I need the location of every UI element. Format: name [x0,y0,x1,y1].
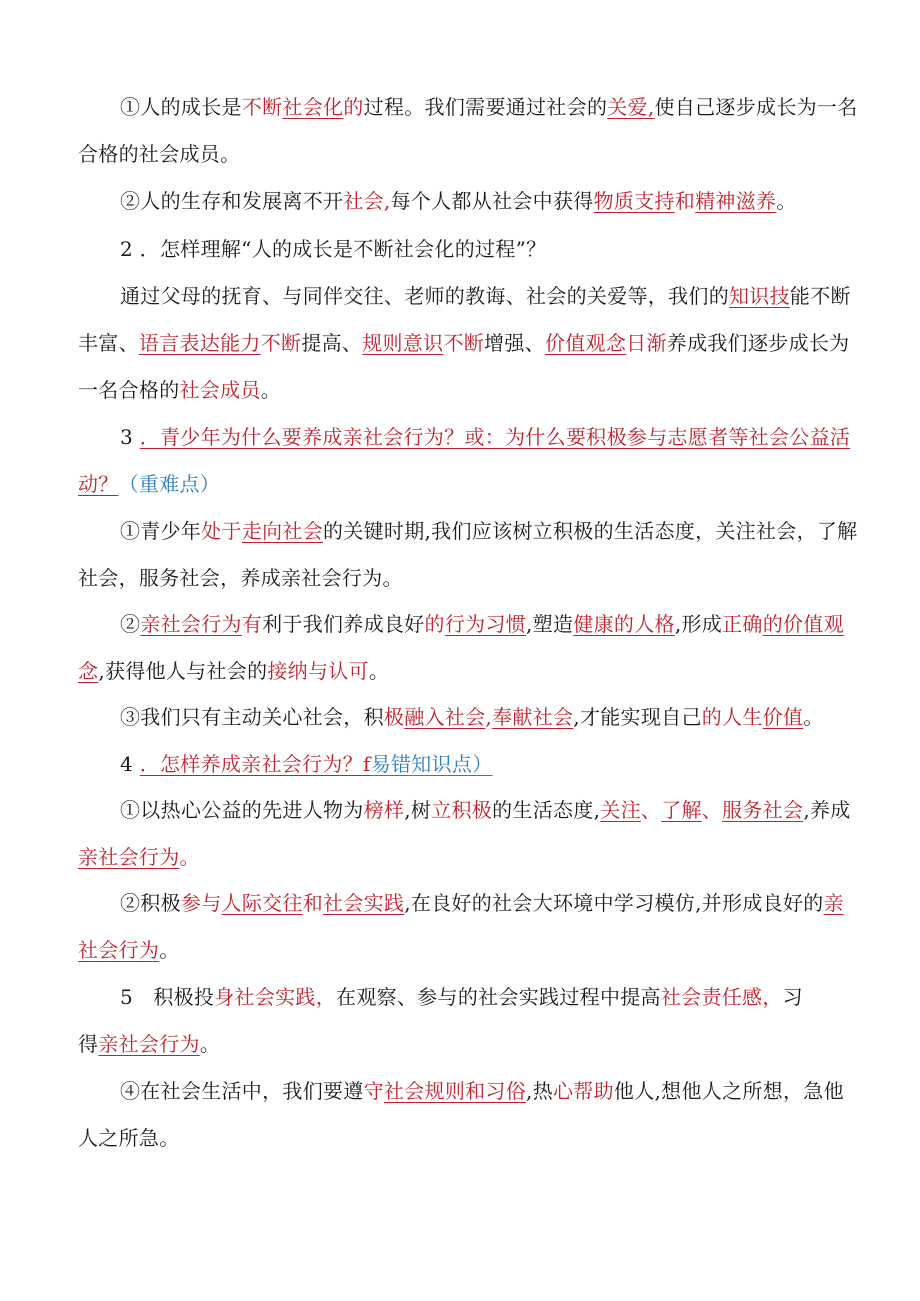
body-text: ①以热心公益的先进人物为 [120,798,364,822]
paragraph-follow-rules [78,1068,846,1162]
body-text: 利于我们养成良好 [262,612,425,636]
text-line [78,508,858,555]
highlight-text: 亲社会行为 [78,845,180,869]
highlight-text: 语言表达能力 [138,331,261,355]
highlight-text: 不断 [241,95,283,119]
highlight-text: 社会行为 [78,938,160,962]
highlight-text: 健康的人格 [573,612,675,636]
text-line [78,273,851,320]
highlight-text: 规则意识 [362,331,444,355]
body-text: 。 [159,938,180,962]
paragraph-item-5 [78,974,846,1068]
text-line [78,131,846,178]
body-text: 得 [78,1032,99,1056]
question-3-heading [78,414,851,508]
highlight-text: 的 [343,95,364,119]
body-text: ①人的成长是 [120,95,242,119]
body-text: ,才能实现自己 [573,705,702,729]
highlight-text: 的价值观 [762,612,844,636]
highlight-text: 社会责任感， [660,985,783,1009]
body-text: 一名合格的 [78,378,180,402]
highlight-text: 亲 [823,891,844,915]
highlight-text: ．怎样养成亲社会行为？f [139,752,371,776]
paragraph-prosocial-benefits [78,601,846,695]
text-line [78,927,846,974]
body-text: 在观察、参与的社会实践过程中提高 [336,985,661,1009]
highlight-text: 不断 [443,331,485,355]
body-text: ,树 [404,798,432,822]
text-line [78,1021,846,1068]
body-text: 丰富、 [78,331,139,355]
highlight-text: 的人生 [701,705,763,729]
body-text: 3 [120,425,140,449]
text-line [78,226,846,273]
body-text: ,养成 [803,798,851,822]
text-line [78,880,846,927]
highlight-text: 价值 [762,705,804,729]
body-text: ,在良好的社会大环境中学习模仿,并形成良好的 [404,891,824,915]
text-line [78,974,846,1021]
body-text: 能不断 [789,284,851,308]
text-line [78,178,846,225]
body-text: 通过父母的抚育、与同伴交往、老师的教诲、社会的关爱等，我们的 [120,284,729,308]
text-line [78,601,846,648]
text-line [78,834,846,881]
text-line [78,555,846,602]
highlight-text: 走向社会 [241,519,324,543]
highlight-text: 物质支持 [593,189,675,213]
body-text: 的关键时期,我们应该树立积极的生活态度，关注社会，了解 [323,519,858,543]
highlight-text: 守 [363,1079,384,1103]
highlight-text: 行为习惯 [444,612,527,636]
highlight-text: ．青少年为什么要养成亲社会行为？或：为什么要积极参与志愿者等社会公益活 [139,425,851,449]
highlight-text: 榜样 [363,798,405,822]
body-text: 。 [199,1032,221,1056]
question-2-heading [78,226,846,273]
body-text: ,获得他人与社会的 [98,659,268,683]
body-text: ,塑造 [526,612,574,636]
body-text: 。 [776,189,797,213]
text-line [78,320,850,367]
body-text: ② [120,612,141,636]
tag-text: （重难点） [118,472,221,496]
highlight-text: , [485,705,493,729]
text-line [78,648,846,695]
paragraph-role-models [78,787,851,881]
body-text: 每个人都从社会中获得 [390,189,594,213]
paragraph-social-practice [78,880,846,974]
question-4-heading [78,741,846,788]
paragraph-youth-stage [78,508,858,602]
body-text: 的生活态度, [492,798,601,822]
highlight-text: 服务社会 [722,798,804,822]
text-line [78,694,846,741]
body-text: 。 [260,378,282,402]
body-text: 习 [782,985,803,1009]
paragraph-life-needs-society [78,178,846,225]
body-text: 2 ．怎样理解“人的成长是不断社会化的过程”？ [120,237,547,261]
paragraph-growth-socialization [78,84,858,178]
highlight-text: 社会化 [282,95,344,119]
highlight-text: 和 [674,189,696,213]
highlight-text: 关爱, [607,95,655,119]
body-text: 合格的社会成员。 [78,142,241,166]
highlight-text: 有 [241,612,263,636]
highlight-text: 念 [78,659,99,683]
body-text: 社会，服务社会，养成亲社会行为。 [78,566,403,590]
text-line [78,414,851,461]
highlight-text: 亲社会行为 [98,1032,200,1056]
highlight-text: 社会成员 [179,378,261,402]
body-text: 养成我们逐步成长为 [666,331,850,355]
highlight-text: 社会实践 [323,891,405,915]
paragraph-realize-value [78,694,846,741]
highlight-text: 和 [302,891,324,915]
paragraph-how-we-grow [78,273,851,414]
highlight-text: 社会规则和习俗 [383,1079,527,1103]
highlight-text: 正确 [722,612,763,636]
body-text: 过程。我们需要通过社会的 [363,95,608,119]
body-text: 他人,想他人之所想，急他 [613,1079,844,1103]
highlight-text: 社会, [343,189,391,213]
body-text: ,形成 [674,612,723,636]
highlight-text: 心帮助 [553,1079,614,1103]
highlight-text: 的 [424,612,445,636]
highlight-text: 价值观念 [544,331,627,355]
highlight-text: 日渐 [626,331,667,355]
text-line [78,1068,846,1115]
highlight-text: 了解 [661,798,702,822]
highlight-text: 立积极 [431,798,493,822]
highlight-text: 、 [640,798,662,822]
body-text: ②人的生存和发展离不开 [120,189,344,213]
highlight-text: 人际交往 [221,891,303,915]
body-text: 使自己逐步成长为一名 [654,95,858,119]
text-line [78,367,846,414]
body-text: ,热 [526,1079,553,1103]
body-text: 。 [803,705,824,729]
text-line [78,461,846,508]
highlight-text: 奉献社会 [492,705,574,729]
highlight-text: 接纳与认可 [267,659,369,683]
body-text: ①青少年 [120,519,202,543]
highlight-text: 知识技 [729,284,790,308]
text-line [78,84,858,131]
highlight-text: 。 [179,845,200,869]
highlight-text: 关注 [600,798,641,822]
highlight-text: 参与 [180,891,222,915]
text-line [78,741,846,788]
highlight-text: 融入社会 [404,705,486,729]
highlight-text: 动？ [78,472,119,496]
highlight-text: 身社会实践， [214,985,337,1009]
highlight-text: 亲社会行为 [140,612,242,636]
highlight-text: 精神滋养 [695,189,777,213]
body-text: 提高、 [301,331,363,355]
body-text: ④在社会生活中，我们要遵 [120,1079,364,1103]
highlight-text: 、 [701,798,723,822]
highlight-text: 不断 [260,331,302,355]
body-text: ②积极 [120,891,181,915]
body-text: 增强、 [484,331,545,355]
text-line [78,787,851,834]
body-text: 人之所急。 [78,1126,180,1150]
tag-text: 易错知识点） [370,752,493,776]
highlight-text: 极 [383,705,405,729]
body-text: 5 积极投 [120,985,215,1009]
body-text: 。 [368,659,390,683]
text-line [78,1115,846,1162]
body-text: 4 [120,752,140,776]
highlight-text: 处于 [201,519,242,543]
body-text: ③我们只有主动关心社会，积 [120,705,384,729]
